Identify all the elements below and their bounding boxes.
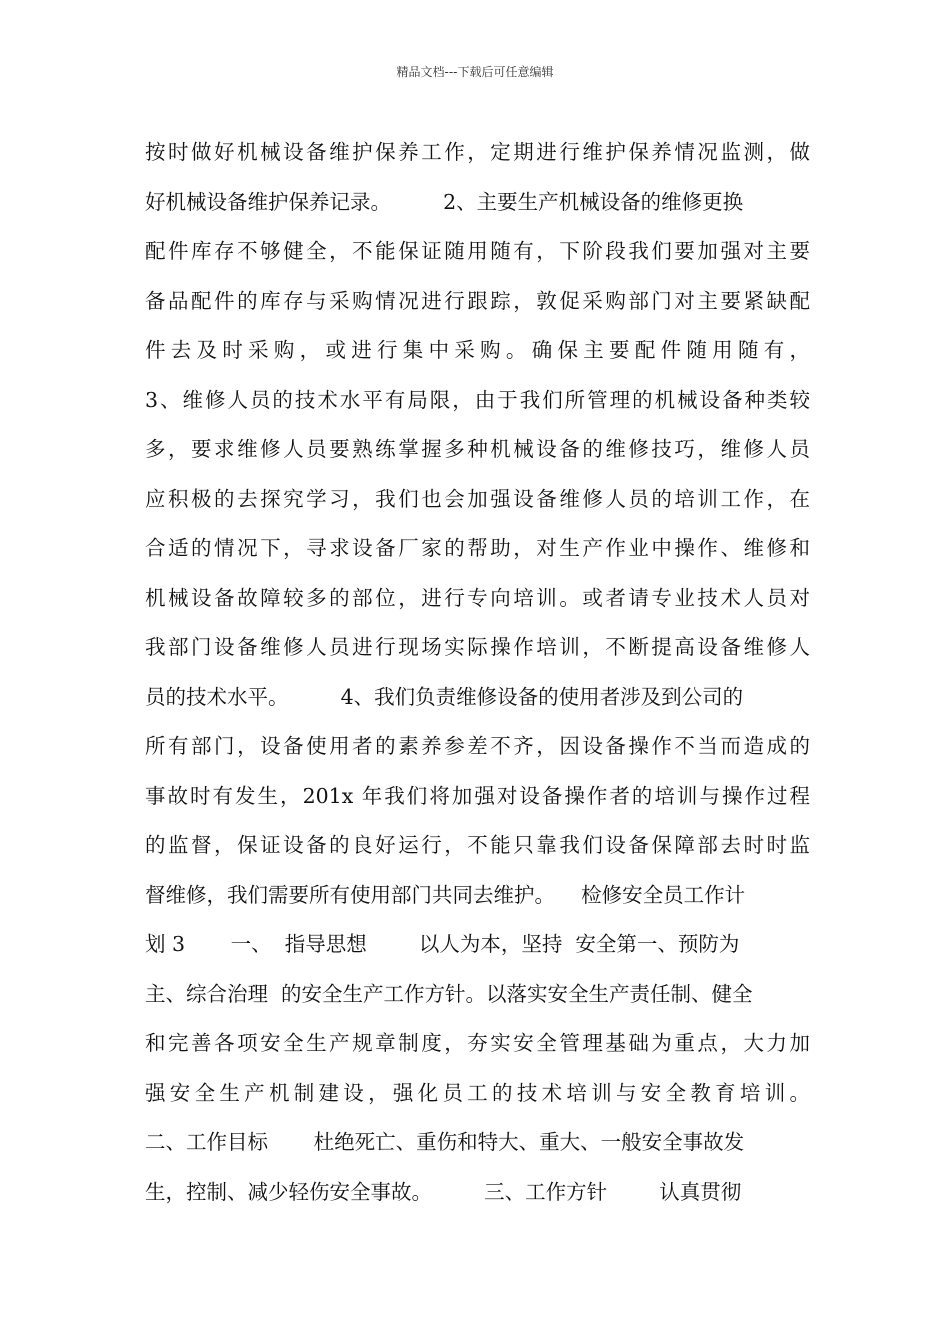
page-header: 精品文档---下载后可任意编辑 (396, 65, 554, 79)
document-body (145, 132, 810, 1221)
text-line: 二、工作目标 杜绝死亡、重伤和特大、重大、一般安全事故发 (145, 1130, 745, 1154)
text-line: 所有部门，设备使用者的素养参差不齐，因设备操作不当而造成的 (145, 734, 810, 758)
text-line: 多，要求维修人员要熟练掌握多种机械设备的维修技巧，维修人员 (145, 437, 810, 461)
text-line: 好机械设备维护保养记录。 2、主要生产机械设备的维修更换 (145, 189, 744, 214)
text-line: 主、综合治理 的安全生产工作方针。以落实安全生产责任制、健全 (145, 981, 753, 1006)
text-line: 员的技术水平。 4、我们负责维修设备的使用者涉及到公司的 (145, 684, 744, 709)
text-line: 按时做好机械设备维护保养工作，定期进行维护保养情况监测，做 (145, 140, 810, 164)
text-line: 合适的情况下，寻求设备厂家的帮助，对生产作业中操作、维修和 (145, 536, 810, 560)
text-line: 事故时有发生，201x 年我们将加强对设备操作者的培训与操作过程 (145, 783, 810, 808)
text-line: 3、维修人员的技术水平有局限，由于我们所管理的机械设备种类较 (145, 387, 810, 412)
text-line: 件去及时采购，或进行集中采购。确保主要配件随用随有， (145, 338, 810, 362)
text-line: 备品配件的库存与采购情况进行跟踪，敦促采购部门对主要紧缺配 (145, 288, 810, 313)
text-line: 机械设备故障较多的部位，进行专向培训。或者请专业技术人员对 (145, 585, 810, 610)
text-line: 生，控制、减少轻伤安全事故。 三、工作方针 认真贯彻 (145, 1179, 742, 1204)
text-line: 应积极的去探究学习，我们也会加强设备维修人员的培训工作，在 (145, 486, 810, 511)
text-line: 强安全生产机制建设，强化员工的技术培训与安全教育培训。 (145, 1080, 810, 1105)
text-line: 督维修，我们需要所有使用部门共同去维护。 检修安全员工作计 (145, 882, 746, 907)
text-line: 的监督，保证设备的良好运行，不能只靠我们设备保障部去时时监 (145, 833, 810, 857)
text-line: 配件库存不够健全，不能保证随用随有，下阶段我们要加强对主要 (145, 239, 810, 263)
text-line: 和完善各项安全生产规章制度，夯实安全管理基础为重点，大力加 (145, 1031, 810, 1055)
text-line: 划 3 一、 指导思想 以人为本，坚持 安全第一、预防为 (145, 932, 740, 956)
text-line: 我部门设备维修人员进行现场实际操作培训，不断提高设备维修人 (145, 635, 810, 659)
